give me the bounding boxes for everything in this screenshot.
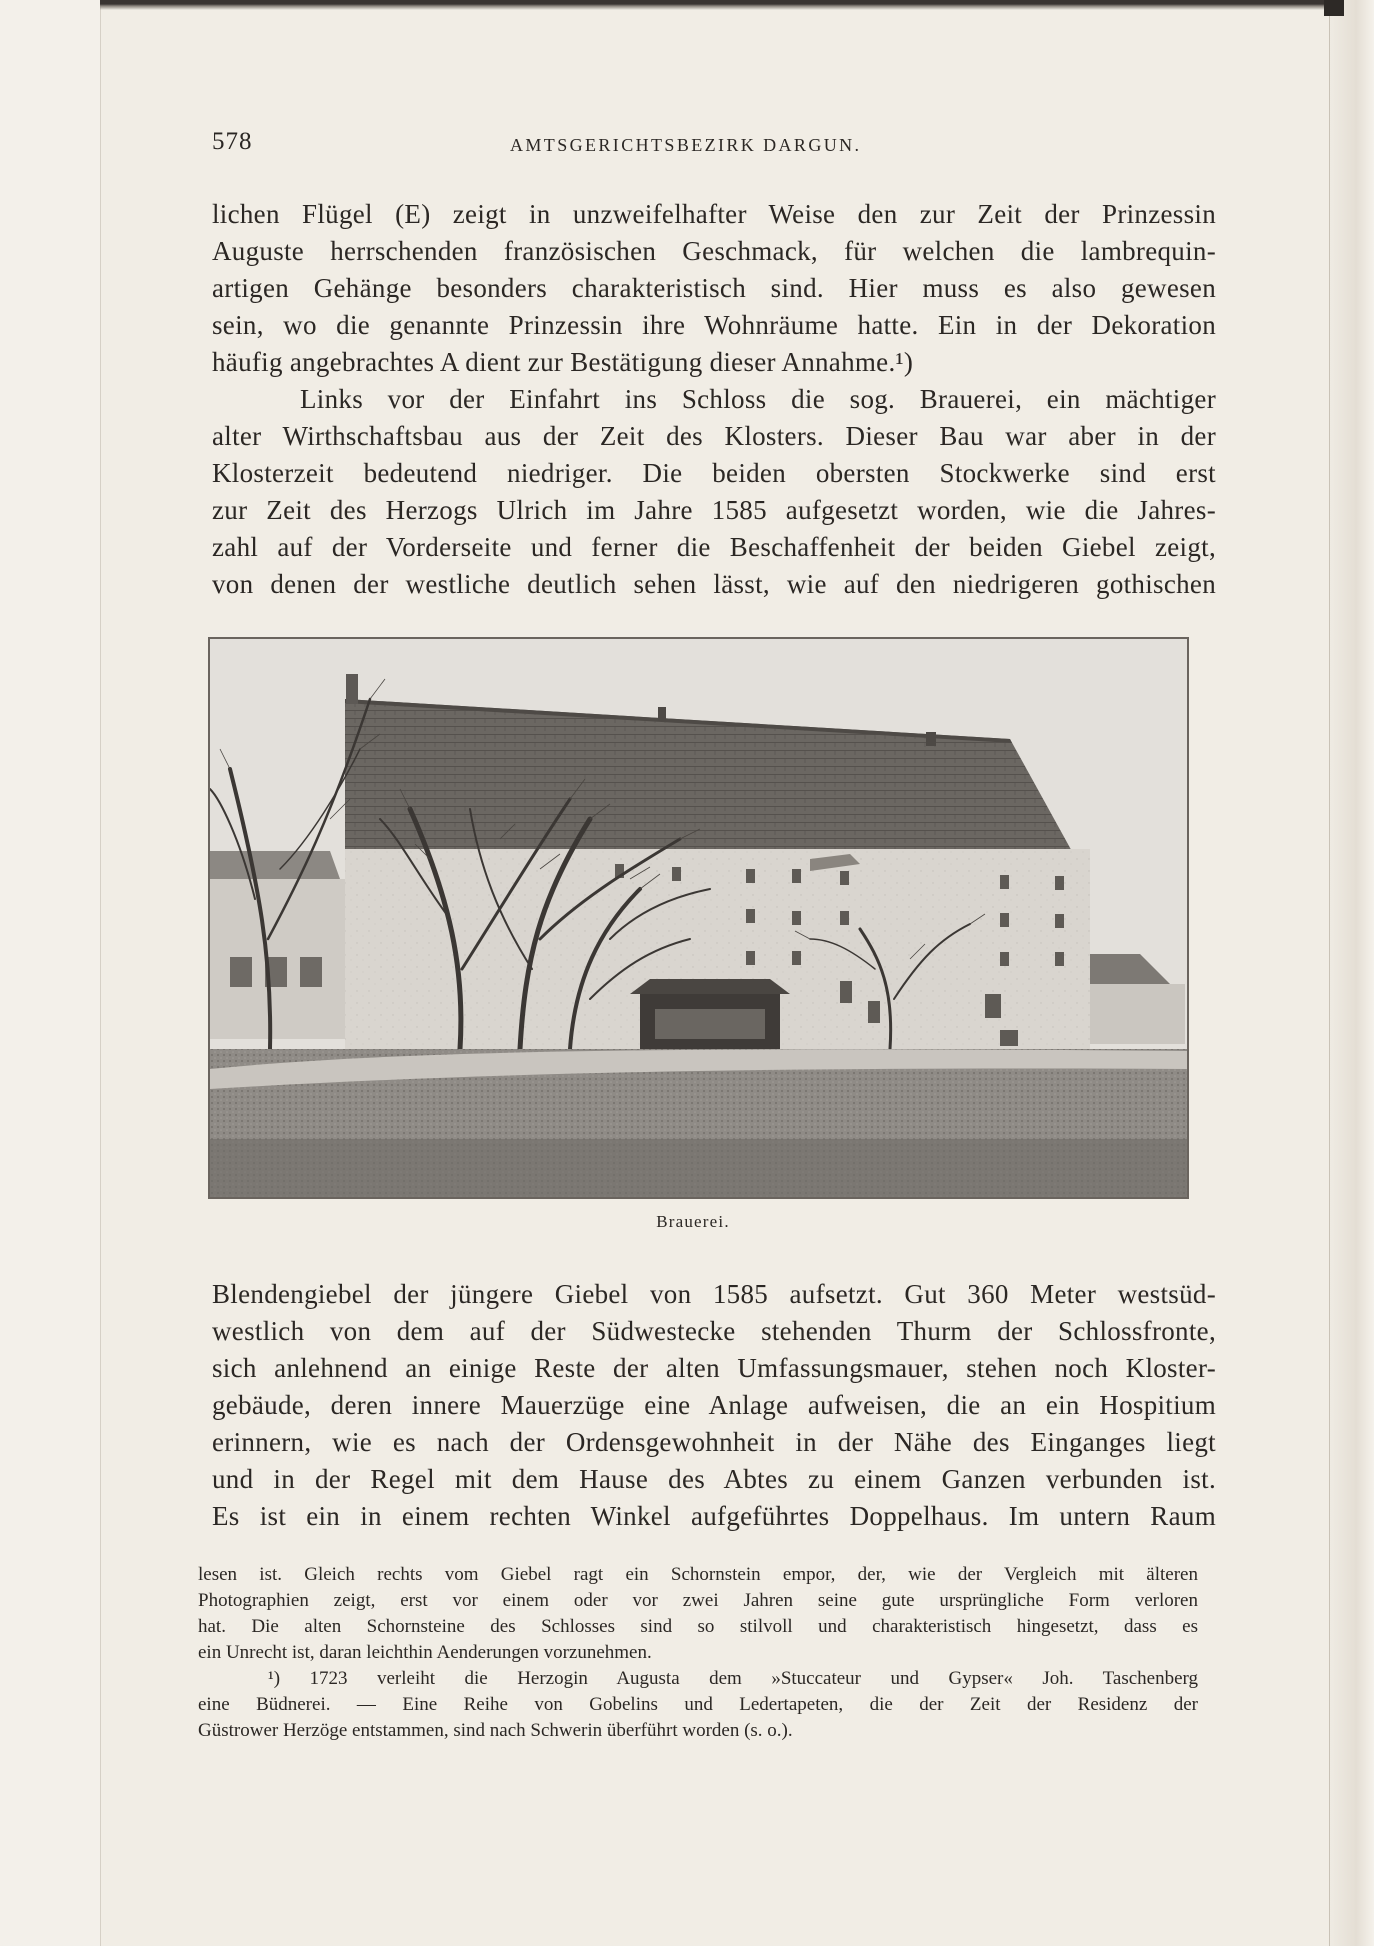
- brewery-photograph: [208, 637, 1189, 1199]
- footnotes: [198, 1562, 1198, 1744]
- body-text-bottom: [212, 1276, 1216, 1535]
- adjacent-page-strip: [0, 0, 101, 1946]
- text-line: gebäude, deren innere Mauerzüge eine Anlage aufweisen, die an ein Hospitium: [212, 1390, 1216, 1420]
- text-line: sich anlehnend an einige Reste der alten Umfassungsmauer, stehen noch Kloster-: [212, 1353, 1216, 1383]
- brewery-illustration: [210, 639, 1187, 1197]
- footnote-start-line: ¹) 1723 verleiht die Herzogin Augusta dem »Stuccateur und Gypser« Joh. Taschenberg: [268, 1668, 1198, 1689]
- text-line: lichen Flügel (E) zeigt in unzweifelhafter Weise den zur Zeit der Prinzessin: [212, 199, 1216, 229]
- text-line: Es ist ein in einem rechten Winkel aufgeführtes Doppelhaus. Im untern Raum: [212, 1501, 1216, 1531]
- footnote-line: hat. Die alten Schornsteine des Schlosses sind so stilvoll und charakteristisch hingesetzt, dass es: [198, 1616, 1198, 1637]
- paragraph-start-line: Links vor der Einfahrt ins Schloss die sog. Brauerei, ein mächtiger: [300, 384, 1216, 414]
- figure-caption: Brauerei.: [656, 1212, 730, 1231]
- text-line: von denen der westliche deutlich sehen lässt, wie auf den niedrigeren gothischen: [212, 569, 1216, 599]
- text-line: westlich von dem auf der Südwestecke stehenden Thurm der Schlossfronte,: [212, 1316, 1216, 1346]
- scan-corner-mark: [1324, 0, 1344, 16]
- running-head: AMTSGERICHTSBEZIRK DARGUN.: [510, 135, 862, 155]
- text-line: alter Wirthschaftsbau aus der Zeit des Klosters. Dieser Bau war aber in der: [212, 421, 1216, 451]
- body-text-top: [212, 196, 1216, 603]
- scan-top-edge: [100, 0, 1374, 10]
- text-line: sein, wo die genannte Prinzessin ihre Wohnräume hatte. Ein in der Dekoration: [212, 310, 1216, 340]
- scan-right-edge: [1329, 0, 1374, 1946]
- text-line: zahl auf der Vorderseite und ferner die Beschaffenheit der beiden Giebel zeigt,: [212, 532, 1216, 562]
- text-line: artigen Gehänge besonders charakteristisch sind. Hier muss es also gewesen: [212, 273, 1216, 303]
- text-line: Klosterzeit bedeutend niedriger. Die beiden obersten Stockwerke sind erst: [212, 458, 1216, 488]
- text-line: zur Zeit des Herzogs Ulrich im Jahre 1585 aufgesetzt worden, wie die Jahres-: [212, 495, 1216, 525]
- text-line: Auguste herrschenden französischen Geschmack, für welchen die lambrequin-: [212, 236, 1216, 266]
- text-line: und in der Regel mit dem Hause des Abtes zu einem Ganzen verbunden ist.: [212, 1464, 1216, 1494]
- footnote-line: Photographien zeigt, erst vor einem oder vor zwei Jahren seine gute ursprüngliche Form verloren: [198, 1590, 1198, 1611]
- footnote-line: eine Büdnerei. — Eine Reihe von Gobelins und Ledertapeten, die der Zeit der Residenz der: [198, 1694, 1198, 1715]
- footnote-line: lesen ist. Gleich rechts vom Giebel ragt ein Schornstein empor, der, wie der Vergleich mit älteren: [198, 1564, 1198, 1585]
- text-line: erinnern, wie es nach der Ordensgewohnheit in der Nähe des Einganges liegt: [212, 1427, 1216, 1457]
- page-number: 578: [212, 128, 253, 155]
- text-line: Blendengiebel der jüngere Giebel von 1585 aufsetzt. Gut 360 Meter westsüd-: [212, 1279, 1216, 1309]
- footnote-line: ein Unrecht ist, daran leichthin Aenderungen vorzunehmen.: [198, 1642, 652, 1663]
- footnote-line: Güstrower Herzöge entstammen, sind nach Schwerin überführt worden (s. o.).: [198, 1720, 793, 1741]
- text-line: häufig angebrachtes A dient zur Bestätigung dieser Annahme.¹): [212, 347, 914, 377]
- left-house: [210, 851, 345, 1039]
